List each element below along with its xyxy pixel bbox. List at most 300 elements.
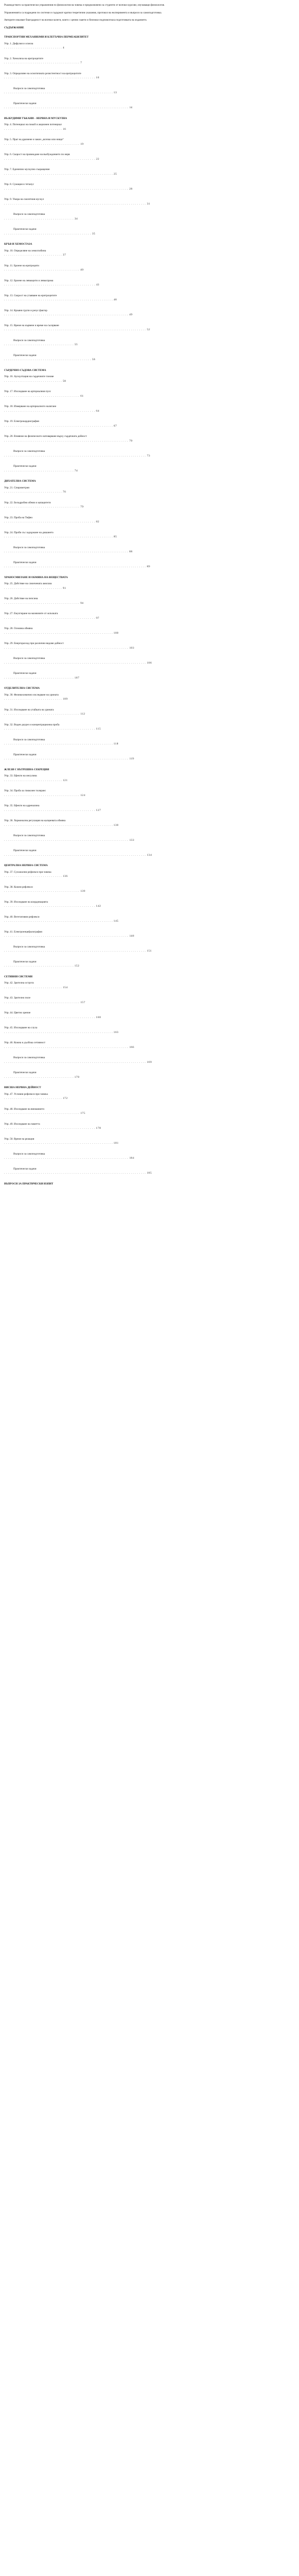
- toc-entry[interactable]: [4, 182, 295, 191]
- toc-page-number: 37: [62, 253, 67, 257]
- toc-entry-title: Упр. 19. Електрокардиография: [4, 420, 39, 423]
- toc-entry-title: Упр. 17. Изследване на артериалния пулс: [4, 390, 51, 393]
- section-heading: СЕТИВНИ СИСТЕМИ: [4, 975, 32, 978]
- toc-entry[interactable]: [4, 42, 295, 50]
- toc-entry[interactable]: [4, 930, 295, 939]
- toc-page-number: 163: [113, 1030, 119, 1034]
- toc-entry-title: Упр. 28. Основна обмяна: [4, 627, 33, 630]
- section-heading: ТРАНСПОРТНИ МЕХАНИЗМИ И КЛЕТЪЧНА ПЕРМЕАБИЛИТЕТ: [4, 36, 89, 39]
- toc-entry-title: Упр. 7. Единично мускулно съкращение: [4, 168, 50, 171]
- toc-page-number: 169: [146, 1060, 152, 1064]
- toc-dot-leader: . . . . . . . . . . . . . . . . . . . . . . . . . . . . . . . . . . . . . . . . . . . . . . . . . . . . . . . . . . . . . . . . 166: [4, 1045, 135, 1049]
- toc-entry-title: Упр. 24. Проби със задържане на дишането: [4, 531, 54, 534]
- toc-page-number: 133: [129, 838, 135, 842]
- toc-page-number: 28: [129, 187, 133, 191]
- toc-dot-leader: . . . . . . . . . . . . . . . . . . . . . . . . . . . . . . . . . . . . . . . . . . . . . . . 127: [4, 808, 101, 812]
- toc-entry-title: Упр. 35. Ефекти на адреналина: [4, 804, 40, 807]
- toc-entry[interactable]: [4, 849, 295, 857]
- toc-entry[interactable]: [4, 626, 295, 635]
- toc-page-number: 73: [146, 454, 151, 457]
- toc-entry[interactable]: [4, 960, 295, 969]
- toc-entry[interactable]: [4, 249, 295, 258]
- toc-page-number: 82: [96, 520, 99, 523]
- toc-page-number: 109: [62, 698, 68, 701]
- toc-entry[interactable]: [4, 212, 295, 221]
- toc-page-number: 184: [129, 1157, 135, 1160]
- toc-dot-leader: . . . . . . . . . . . . . . . . . . . . . . . . . . . . . . . . . . . . . . . . . . . . . . . 97: [4, 616, 99, 620]
- toc-entry-title: Въпроси за самоподготовка: [13, 1152, 45, 1156]
- toc-dot-leader: . . . . . . . . . . . . . . . . . . . . . . . . . . . . . . . . . . . . 34: [4, 217, 78, 221]
- toc-dot-leader: . . . . . . . . . . . . . . . . . . . . . . . . . . . . . . . . . . . . . . . . . . . . . . . . . . . . . . . . . . . . . . . . . . . . . . . . . 185: [4, 1172, 152, 1175]
- toc-entry-title: Упр. 27. Емулгиране на мазнините от жлъчката: [4, 612, 58, 615]
- toc-entry[interactable]: [4, 834, 295, 842]
- toc-entry-title: Упр. 1. Дифузия и осмоза: [4, 42, 34, 45]
- toc-page-number: 151: [146, 950, 152, 953]
- toc-entry-title: Упр. 45. Изследване на слуха: [4, 1026, 38, 1029]
- toc-dot-leader: . . . . . . . . . . . . . . . . . . . . . . . . . . . . . . 58: [4, 379, 67, 383]
- toc-entry[interactable]: [4, 1152, 295, 1161]
- toc-entry[interactable]: [4, 1011, 295, 1020]
- toc-dot-leader: . . . . . . . . . . . . . . . . . . . . . . . . . . . . . . . . . . . . . . . . . . . . . . . . . . . . . . . . 130: [4, 823, 119, 827]
- toc-dot-leader: . . . . . . . . . . . . . . . . . . . . . . . . . . . . . . . . . . . . . . . . . . . . . . . . . . . . . . . . . . . . . . . . 133: [4, 838, 135, 842]
- toc-dot-leader: . . . . . . . . . . . . . . . . . . . . . . . . . . . . . . . . . . . . . . . 157: [4, 1001, 86, 1004]
- toc-page-number: 56: [92, 358, 96, 361]
- toc-entry-title: Упр. 5. Праг на дразнене и закон „всичко или нищо“: [4, 138, 64, 141]
- toc-entry[interactable]: [4, 1122, 295, 1131]
- toc-entry[interactable]: [4, 597, 295, 605]
- toc-entry-title: Практически задачи: [13, 1167, 37, 1171]
- toc-entry[interactable]: [4, 546, 295, 554]
- toc-dot-leader: . . . . . . . . . . . . . . . . . . . . . . . . . . . . . . 76: [4, 490, 67, 494]
- toc-entry[interactable]: [4, 101, 295, 110]
- toc-entry-title: Упр. 42. Зрителна острота: [4, 981, 34, 985]
- toc-dot-leader: . . . . . . . . . . . . . . . . . . . . . . . . . . . . . . . . . . . . . . . . . . . . . . . . . . . . . . . . 13: [4, 91, 117, 94]
- toc-dot-leader: . . . . . . . . . . . . . . . . . . . . . . . . . . . . . . 172: [4, 1097, 68, 1100]
- toc-entry[interactable]: [4, 723, 295, 732]
- toc-dot-leader: . . . . . . . . . . . . . . . . . . . . . . . . . . . . . . . . . . . . 74: [4, 469, 78, 472]
- toc-page-number: 74: [74, 469, 78, 472]
- toc-page-number: 31: [146, 202, 151, 206]
- toc-entry-title: Упр. 8. Сумация и тетанус: [4, 183, 34, 186]
- toc-entry-title: Упр. 36. Хормонална регулация на калциевата обмяна: [4, 819, 65, 822]
- toc-dot-leader: . . . . . . . . . . . . . . . . . . . . . . . . . . . . . . . . . . . . 152: [4, 964, 80, 968]
- toc-entry-title: Упр. 40. Вегетативни рефлекси: [4, 915, 40, 919]
- toc-page-number: 148: [129, 935, 135, 938]
- toc-page-number: 100: [113, 631, 119, 635]
- toc-entry[interactable]: [4, 915, 295, 924]
- toc-page-number: 160: [96, 1015, 101, 1019]
- toc-dot-leader: . . . . . . . . . . . . . . . . . . . . . . . . . . . . . . 121: [4, 778, 68, 782]
- toc-dot-leader: . . . . . . . . . . . . . . . . . . . . . . . . . . . . . . . . . . . . . . . . . . . . . . . . . . . . . . . . . . . . . . . . . . . . . . . . . 151: [4, 950, 152, 953]
- toc-entry-title: Въпроси за самоподготовка: [13, 657, 45, 660]
- toc-page-number: 112: [80, 713, 86, 716]
- toc-entry[interactable]: [4, 1056, 295, 1064]
- section-heading: ВЪПРОСИ ЗА ПРАКТИЧЕСКИ ИЗПИТ: [4, 1182, 54, 1185]
- toc-page-number: 175: [80, 1112, 86, 1115]
- toc-dot-leader: . . . . . . . . . . . . . . . . . . . . . . . . . . . . . . . . . . . . . . . . . . . . . . . 115: [4, 727, 101, 731]
- toc-entry[interactable]: [4, 582, 295, 590]
- toc-entry-title: Упр. 20. Влияние на физическото натоварване върху сърдечната дейност: [4, 435, 87, 438]
- toc-entry-title: Упр. 49. Изследване на паметта: [4, 1122, 40, 1126]
- toc-entry[interactable]: [4, 294, 295, 302]
- toc-entry[interactable]: [4, 1167, 295, 1176]
- toc-entry-title: Упр. 13. Скорост на утаяване на еритроцитите: [4, 294, 57, 297]
- toc-dot-leader: . . . . . . . . . . . . . . . . . . . . . . . . . . . . . . . . . . . . . . . 79: [4, 505, 84, 509]
- toc-entry-title: Упр. 38. Кожни рефлекси: [4, 885, 33, 889]
- toc-dot-leader: . . . . . . . . . . . . . . . . . . . . . . . . . . . . . . . . . . . . . . . 112: [4, 713, 86, 716]
- toc-dot-leader: . . . . . . . . . . . . . . . . . . . . . . . . . . . . . . 136: [4, 875, 68, 878]
- toc-page-number: 157: [80, 1001, 86, 1004]
- toc-dot-leader: . . . . . . . . . . . . . . . . . . . . . . . . . . . . . . . . . . . . . . . 7: [4, 61, 82, 64]
- toc-entry-title: Практически задачи: [13, 465, 37, 468]
- toc-entry[interactable]: [4, 324, 295, 332]
- toc-entry[interactable]: [4, 996, 295, 1005]
- toc-entry-title: Упр. 6. Скорост на провеждане на възбуждението по нерв: [4, 153, 70, 156]
- toc-page-number: 49: [129, 313, 133, 316]
- toc-page-number: 121: [62, 778, 68, 782]
- toc-entry[interactable]: [4, 57, 295, 65]
- toc-entry[interactable]: [4, 464, 295, 473]
- toc-entry[interactable]: [4, 641, 295, 650]
- toc-entry[interactable]: [4, 981, 295, 990]
- toc-dot-leader: . . . . . . . . . . . . . . . . . . . . . . . . . . . . . . . . . . . . . . . . . . . . . . . . . . . . . . . . . . . . . . . . 14: [4, 106, 133, 109]
- toc-entry-title: Упр. 25. Действие на слюнчената амилаза: [4, 582, 52, 585]
- toc-page-number: 46: [113, 298, 117, 301]
- toc-entry[interactable]: [4, 338, 295, 347]
- toc-entry-title: Упр. 31. Изследване на утайката на урината: [4, 708, 54, 711]
- toc-entry[interactable]: [4, 227, 295, 236]
- toc-entry[interactable]: [4, 1092, 295, 1101]
- toc-page-number: 40: [80, 268, 84, 272]
- toc-page-number: 124: [80, 793, 86, 797]
- toc-dot-leader: . . . . . . . . . . . . . . . . . . . . . . . . . . . . . . 109: [4, 698, 68, 701]
- toc-entry[interactable]: [4, 1107, 295, 1116]
- toc-dot-leader: . . . . . . . . . . . . . . . . . . . . . . . . . . . . . . . . . . . . . . . . . . . . . . . 82: [4, 520, 99, 523]
- toc-dot-leader: . . . . . . . . . . . . . . . . . . . . . . . . . . . . . . . . . . . . . . . . . . . . . . . . . . . . . . . . . . . . . . . . 49: [4, 313, 133, 316]
- toc-dot-leader: . . . . . . . . . . . . . . . . . . . . . . . . . . . . . . 37: [4, 253, 67, 257]
- toc-dot-leader: . . . . . . . . . . . . . . . . . . . . . . . . . . . . . . . . . . . . . . . . . . . . . . . . . . . . . . . . . . . . . . . . 148: [4, 935, 135, 938]
- toc-entry[interactable]: [4, 279, 295, 287]
- toc-dot-leader: . . . . . . . . . . . . . . . . . . . . . . . . . . . . . . . . . . . . . . . . . . . . . . . 178: [4, 1127, 101, 1130]
- toc-entry[interactable]: [4, 531, 295, 539]
- toc-dot-leader: . . . . . . . . . . . . . . . . . . . . . . . . . . . . . . . . . . . . . . . . . . . . . . . 142: [4, 905, 101, 908]
- toc-page-number: 103: [129, 646, 135, 650]
- toc-page-number: 145: [113, 920, 119, 923]
- toc-entry-title: Упр. 29. Енергоразход при различни видове дейност: [4, 642, 64, 645]
- toc-page-number: 115: [96, 727, 101, 731]
- toc-page-number: 185: [146, 1172, 152, 1175]
- toc-dot-leader: . . . . . . . . . . . . . . . . . . . . . . . . . . . . . . . . . . . . . . . 61: [4, 394, 84, 398]
- toc-dot-leader: . . . . . . . . . . . . . . . . . . . . . . . . . . . . . . . . . . . . . . . . . . . . . . . 160: [4, 1015, 101, 1019]
- toc-dot-leader: . . . . . . . . . . . . . . . . . . . . . . . . . . . . . . . . . . . . . . . . . . . . . . . 10: [4, 76, 99, 79]
- toc-entry[interactable]: [4, 167, 295, 176]
- toc-page-number: 97: [96, 616, 99, 620]
- toc-page-number: 136: [62, 875, 68, 878]
- toc-entry-title: Въпроси за самоподготовка: [13, 450, 45, 453]
- toc-entry[interactable]: [4, 152, 295, 161]
- intro: [4, 3, 295, 23]
- toc-entry[interactable]: [4, 123, 295, 131]
- toc-dot-leader: . . . . . . . . . . . . . . . . . . . . . . . . . . . . . . 91: [4, 586, 67, 590]
- toc-dot-leader: . . . . . . . . . . . . . . . . . . . . . . . . . . . . . . . . . . . . . . . . . . . . . . . . . . . . . . . . 100: [4, 631, 119, 635]
- toc-entry[interactable]: [4, 87, 295, 95]
- toc-entry-title: Упр. 50. Време на реакция: [4, 1137, 35, 1141]
- section-heading: ДИХАТЕЛНА СИСТЕМА: [4, 480, 36, 483]
- toc-entry-title: Упр. 47. Условни рефлекси при човека: [4, 1092, 48, 1096]
- toc-entry-title: Въпроси за самоподготовка: [13, 1056, 45, 1059]
- toc-dot-leader: . . . . . . . . . . . . . . . . . . . . . . . . . . . . . . . . . . . . . . . . . . . . . . . 64: [4, 409, 99, 413]
- toc-page-number: 79: [80, 505, 84, 509]
- toc-dot-leader: . . . . . . . . . . . . . . . . . . . . . . . . . . . . . . . . . . . . . . . . . . . . . . . . . . . . . . . . 67: [4, 424, 117, 428]
- toc-page-number: 118: [113, 742, 119, 745]
- toc-entry-title: Упр. 44. Цветно зрение: [4, 1011, 31, 1014]
- toc-page-number: 89: [146, 565, 151, 568]
- toc-page-number: 85: [113, 535, 117, 538]
- toc-dot-leader: . . . . . . . . . . . . . . . . . . . . . . . . . . . . . . . . . . . . . . . . . . . . . . . . . . . . . . . . . . . . . . . . 184: [4, 1157, 135, 1160]
- toc-entry-title: Въпроси за самоподготовка: [13, 546, 45, 549]
- toc-entry[interactable]: [4, 419, 295, 428]
- toc-entry-title: Упр. 33. Ефекти на инсулина: [4, 774, 37, 777]
- toc-dot-leader: . . . . . . . . . . . . . . . . . . . . . . . . . . . . . . . . . . . . . . . . . . . . . . . . . . . . . . . . 118: [4, 742, 119, 745]
- toc-entry[interactable]: [4, 870, 295, 879]
- toc-dot-leader: . . . . . . . . . . . . . . . . . . . . . . . . . . . . . . 4: [4, 46, 65, 49]
- toc-page-number: 170: [74, 1075, 80, 1079]
- toc-page-number: 55: [74, 343, 78, 346]
- toc-page-number: 142: [96, 905, 101, 908]
- toc-dot-leader: . . . . . . . . . . . . . . . . . . . . . . . . . . . . . . . . . . . . . . . . . . . . . . . . . . . . . . . . 181: [4, 1142, 119, 1145]
- toc-page-number: 34: [74, 217, 78, 221]
- toc-entry[interactable]: [4, 353, 295, 362]
- section-heading: СЪРДЕЧНО-СЪДОВА СИСТЕМА: [4, 368, 46, 372]
- toc-entry[interactable]: [4, 656, 295, 665]
- toc-page-number: 13: [113, 91, 117, 94]
- toc-entry-title: Упр. 18. Измерване на артериалното налягане: [4, 405, 56, 408]
- toc-entry-title: Упр. 34. Проба за глюкозен толеранс: [4, 789, 46, 792]
- toc-entry-title: Упр. 3. Определяне на осмотичната резистентност на еритроцитите: [4, 72, 81, 75]
- toc-entry[interactable]: [4, 671, 295, 680]
- toc-dot-leader: . . . . . . . . . . . . . . . . . . . . . . . . . . . . . . . . . . . . . . . 175: [4, 1112, 86, 1115]
- toc-entry[interactable]: [4, 516, 295, 524]
- toc-entry[interactable]: [4, 885, 295, 894]
- toc-entry-title: Упр. 30. Физикохимично изследване на урината: [4, 693, 59, 697]
- toc-entry-title: Практически задачи: [13, 101, 37, 105]
- toc-entry[interactable]: [4, 561, 295, 569]
- toc-page-number: 181: [113, 1142, 119, 1145]
- section-heading: ЦЕНТРАЛНА НЕРВНА СИСТЕМА: [4, 864, 48, 867]
- toc-page-number: 106: [146, 661, 152, 665]
- toc-page-number: 35: [92, 232, 96, 235]
- toc-entry[interactable]: [4, 72, 295, 80]
- section-heading: КРЪВ И ХЕМОСТАЗА: [4, 243, 32, 246]
- section-heading: ВЪЗБУДИМИ ТЪКАНИ – НЕРВНА И МУСКУЛНА: [4, 116, 67, 120]
- toc-entry-title: Практически задачи: [13, 960, 37, 963]
- toc-entry-title: Упр. 26. Действие на пепсина: [4, 597, 38, 600]
- toc-entry-title: Упр. 41. Електроенцефалография: [4, 930, 42, 934]
- toc-entry[interactable]: [4, 389, 295, 398]
- toc-dot-leader: . . . . . . . . . . . . . . . . . . . . . . . . . . . . . . . . . . . . 170: [4, 1075, 80, 1079]
- toc-page-number: 22: [96, 157, 99, 161]
- toc-dot-leader: . . . . . . . . . . . . . . . . . . . . . . . . . . . . . . 16: [4, 127, 67, 131]
- toc-dot-leader: . . . . . . . . . . . . . . . . . . . . . . . . . . . . . . . . . . . . . . . 19: [4, 142, 84, 146]
- toc-entry[interactable]: [4, 197, 295, 206]
- toc-dot-leader: . . . . . . . . . . . . . . . . . . . . . . . . . . . . . . . . . . . . . . . 94: [4, 601, 84, 605]
- toc-entry-title: Упр. 4. Потенциал на покой и акционен потенциал: [4, 123, 62, 126]
- toc-dot-leader: . . . . . . . . . . . . . . . . . . . . . . . . . . . . . . . . . . . . . . . . . . . . . . . . . . . . . . . . . . . . . . . . . . . . . . . . . 73: [4, 454, 151, 457]
- toc-page-number: 43: [96, 283, 99, 286]
- toc-entry[interactable]: [4, 1137, 295, 1146]
- toc-entry[interactable]: [4, 804, 295, 812]
- toc-page-number: 64: [96, 409, 99, 413]
- toc-page-number: 70: [129, 439, 133, 443]
- toc-entry[interactable]: [4, 434, 295, 443]
- toc-page-number: 10: [96, 76, 99, 79]
- toc-page-number: 19: [80, 142, 84, 146]
- toc-dot-leader: . . . . . . . . . . . . . . . . . . . . . . . . . . . . . . 154: [4, 986, 68, 989]
- toc-entry-title: Практически задачи: [13, 849, 37, 852]
- toc-entry-title: Практически задачи: [13, 1071, 37, 1074]
- toc-page-number: 178: [96, 1127, 101, 1130]
- toc-entry[interactable]: [4, 309, 295, 317]
- toc-dot-leader: . . . . . . . . . . . . . . . . . . . . . . . . . . . . . . . . . . . . . . . . . . . . . . . . . . . . . . . . 163: [4, 1030, 119, 1034]
- toc-entry-title: Въпроси за самоподготовка: [13, 834, 45, 837]
- toc-entry[interactable]: [4, 612, 295, 620]
- toc-dot-leader: . . . . . . . . . . . . . . . . . . . . . . . . . . . . . . . . . . . . . . . 124: [4, 793, 86, 797]
- toc-entry-title: Упр. 11. Броене на еритроцити: [4, 264, 39, 267]
- section-heading: ВИСША НЕРВНА ДЕЙНОСТ: [4, 1086, 41, 1089]
- toc-entry[interactable]: [4, 449, 295, 458]
- toc-entry-title: Упр. 23. Проба на Тифно: [4, 516, 33, 519]
- intro-paragraph: Упражненията са подредени по системи и съдържат кратки теоретични указания, протокол на експеримента и въпроси за самоподготовка.: [4, 11, 162, 14]
- toc-entry-title: Упр. 9. Умора на скелетния мускул: [4, 198, 44, 201]
- toc-dot-leader: . . . . . . . . . . . . . . . . . . . . . . . . . . . . . . . . . . . . . . . . . . . . . . . . . . . . . . . . . . . . . . . . 119: [4, 757, 135, 760]
- toc-dot-leader: . . . . . . . . . . . . . . . . . . . . . . . . . . . . . . . . . . . . . . . . . . . . . . . . . . . . . . . . . . . . . . . . . . . . . . . . . 89: [4, 565, 151, 568]
- toc-page-number: 166: [129, 1045, 135, 1049]
- toc-dot-leader: . . . . . . . . . . . . . . . . . . . . . . . . . . . . . . . . . . . . . . . 40: [4, 268, 84, 272]
- intro-paragraph: Ръководството за практически упражнения по физиология на човека е предназначено за студенти от всички курсове, изучаващи физиология.: [4, 4, 165, 7]
- toc-page-number: 119: [129, 757, 135, 760]
- toc-dot-leader: . . . . . . . . . . . . . . . . . . . . . . . . . . . . . . . . . . . . . . . . . . . . . . . . . . . . . . . . . . . . . . . . . . . . . . . . . 106: [4, 661, 152, 665]
- toc-page-number: 94: [80, 601, 84, 605]
- toc-entry-title: Упр. 39. Изследване на координацията: [4, 900, 48, 904]
- toc-dot-leader: . . . . . . . . . . . . . . . . . . . . . . . . . . . . . . . . . . . . . . . . . . . . . . . . . . . . . . . . 25: [4, 172, 117, 176]
- toc-entry[interactable]: [4, 264, 295, 273]
- toc-dot-leader: . . . . . . . . . . . . . . . . . . . . . . . . . . . . . . . . . . . . . . . 139: [4, 890, 86, 893]
- toc-entry[interactable]: [4, 1071, 295, 1079]
- toc-entry[interactable]: [4, 486, 295, 495]
- toc-dot-leader: . . . . . . . . . . . . . . . . . . . . . . . . . . . . . . . . . . . . . . . . . . . . . . . . . . . . . . . . . . . . . . . . . . . . . . . . . 134: [4, 853, 152, 857]
- table-of-contents: [4, 35, 295, 1186]
- toc-entry-title: Практически задачи: [13, 672, 37, 675]
- toc-entry-title: Упр. 37. Сухожилни рефлекси при човека: [4, 870, 52, 874]
- toc-entry[interactable]: [4, 708, 295, 717]
- toc-dot-leader: . . . . . . . . . . . . . . . . . . . . . . . . . . . . . . . . . . . . . . . . . . . . . . . . . . . . . . . . 145: [4, 920, 119, 923]
- toc-entry[interactable]: [4, 138, 295, 146]
- toc-entry[interactable]: [4, 1041, 295, 1049]
- toc-entry-title: Упр. 12. Броене на левкоцити и левкограма: [4, 279, 54, 282]
- toc-dot-leader: . . . . . . . . . . . . . . . . . . . . . . . . . . . . . . . . . . . . . . . . . . . . . 56: [4, 358, 96, 361]
- toc-entry-title: Упр. 43. Зрително поле: [4, 996, 30, 999]
- toc-dot-leader: . . . . . . . . . . . . . . . . . . . . . . . . . . . . . . . . . . . . 107: [4, 676, 80, 680]
- toc-dot-leader: . . . . . . . . . . . . . . . . . . . . . . . . . . . . . . . . . . . . . . . . . . . . . . . . . . . . . . . . . . . . . . . . . . . . . . . . . 52: [4, 328, 151, 331]
- toc-entry-title: Упр. 48. Изследване на вниманието: [4, 1107, 45, 1111]
- toc-entry-title: Упр. 46. Кожна и дълбока сетивност: [4, 1041, 46, 1044]
- toc-dot-leader: . . . . . . . . . . . . . . . . . . . . . . . . . . . . . . . . . . . . . . . . . . . . . . . . . . . . . . . . . . . . . . . . . . . . . . . . . 169: [4, 1060, 152, 1064]
- toc-dot-leader: . . . . . . . . . . . . . . . . . . . . . . . . . . . . . . . . . . . . . . . . . . . . . . . . . . . . . . . . 46: [4, 298, 117, 301]
- toc-dot-leader: . . . . . . . . . . . . . . . . . . . . . . . . . . . . . . . . . . . . 55: [4, 343, 78, 346]
- toc-entry-title: Упр. 22. Белодробни обеми и капацитети: [4, 501, 51, 504]
- toc-entry[interactable]: [4, 404, 295, 413]
- toc-page-number: 172: [62, 1097, 68, 1100]
- toc-entry-title: Практически задачи: [13, 228, 37, 231]
- toc-page-number: 107: [74, 676, 80, 680]
- toc-page-number: 58: [62, 379, 67, 383]
- toc-dot-leader: . . . . . . . . . . . . . . . . . . . . . . . . . . . . . . . . . . . . . . . . . . . . . . . . . . . . . . . . . . . . . . . . 70: [4, 439, 133, 443]
- toc-entry-title: Упр. 15. Време на кървене и време на съсирване: [4, 324, 59, 327]
- toc-page-number: 88: [129, 550, 133, 553]
- toc-page-number: 7: [80, 61, 82, 64]
- section-heading: ХРАНОСМИЛАНЕ И ОБМЯНА НА ВЕЩЕСТВАТА: [4, 575, 68, 579]
- toc-entry-title: Упр. 16. Аускултация на сърдечните тонове: [4, 375, 54, 378]
- toc-page-number: 14: [129, 106, 133, 109]
- toc-entry[interactable]: [4, 693, 295, 702]
- toc-dot-leader: . . . . . . . . . . . . . . . . . . . . . . . . . . . . . . . . . . . . . . . . . . . . . . . 43: [4, 283, 99, 286]
- toc-dot-leader: . . . . . . . . . . . . . . . . . . . . . . . . . . . . . . . . . . . . . . . . . . . . . . . . . . . . . . . . . . . . . . . . 88: [4, 550, 133, 553]
- toc-entry-title: Упр. 2. Хемолиза на еритроцитите: [4, 57, 43, 60]
- toc-page-number: 4: [62, 46, 65, 49]
- toc-page-number: 152: [74, 964, 80, 968]
- toc-entry[interactable]: [4, 1026, 295, 1035]
- toc-title: СЪДЪРЖАНИЕ: [4, 26, 24, 29]
- toc-entry-title: Практически задачи: [13, 353, 37, 357]
- toc-dot-leader: . . . . . . . . . . . . . . . . . . . . . . . . . . . . . . . . . . . . . . . . . . . . . . . . . . . . . . . . 85: [4, 535, 117, 538]
- toc-entry-title: Въпроси за самоподготовка: [13, 738, 45, 741]
- toc-entry[interactable]: [4, 501, 295, 510]
- toc-entry[interactable]: [4, 819, 295, 827]
- toc-entry-title: Упр. 14. Кръвни групи и резус фактор: [4, 309, 47, 312]
- toc-page-number: 16: [62, 127, 67, 131]
- toc-entry[interactable]: [4, 900, 295, 909]
- toc-page-number: 127: [96, 808, 101, 812]
- toc-entry[interactable]: [4, 753, 295, 761]
- intro-paragraph: Авторите изказват благодарност на всички колеги, които с ценни съвети и бележки подпомогнаха подготовката на изданието.: [4, 19, 147, 22]
- toc-page-number: 61: [80, 394, 84, 398]
- toc-entry-title: Упр. 21. Спирометрия: [4, 486, 29, 489]
- toc-dot-leader: . . . . . . . . . . . . . . . . . . . . . . . . . . . . . . . . . . . . . . . . . . . . . . . . . . . . . . . . . . . . . . . . 28: [4, 187, 133, 191]
- toc-entry-title: Въпроси за самоподготовка: [13, 213, 45, 216]
- toc-page-number: 130: [113, 823, 119, 827]
- toc-entry-title: Въпроси за самоподготовка: [13, 87, 45, 90]
- toc-dot-leader: . . . . . . . . . . . . . . . . . . . . . . . . . . . . . . . . . . . . . . . . . . . . . . . . . . . . . . . . . . . . . . . . 103: [4, 646, 135, 650]
- toc-entry[interactable]: [4, 738, 295, 747]
- toc-entry[interactable]: [4, 945, 295, 954]
- toc-page-number: 134: [146, 853, 152, 857]
- section-heading: ОТДЕЛИТЕЛНА СИСТЕМА: [4, 687, 40, 690]
- toc-entry-title: Упр. 10. Определяне на хемоглобина: [4, 249, 46, 252]
- toc-entry-title: Въпроси за самоподготовка: [13, 945, 45, 948]
- toc-page-number: 52: [146, 328, 151, 331]
- toc-entry[interactable]: [4, 789, 295, 798]
- toc-page-number: 25: [113, 172, 117, 176]
- toc-page-number: 76: [62, 490, 67, 494]
- toc-entry[interactable]: [4, 375, 295, 383]
- toc-page-number: 139: [80, 890, 86, 893]
- toc-page-number: 67: [113, 424, 117, 428]
- toc-entry-title: Практически задачи: [13, 561, 37, 564]
- toc-entry-title: Упр. 32. Воден диурез и концентрационна проба: [4, 723, 60, 726]
- toc-entry-title: Практически задачи: [13, 753, 37, 756]
- toc-page-number: 154: [62, 986, 68, 989]
- toc-entry[interactable]: [4, 774, 295, 783]
